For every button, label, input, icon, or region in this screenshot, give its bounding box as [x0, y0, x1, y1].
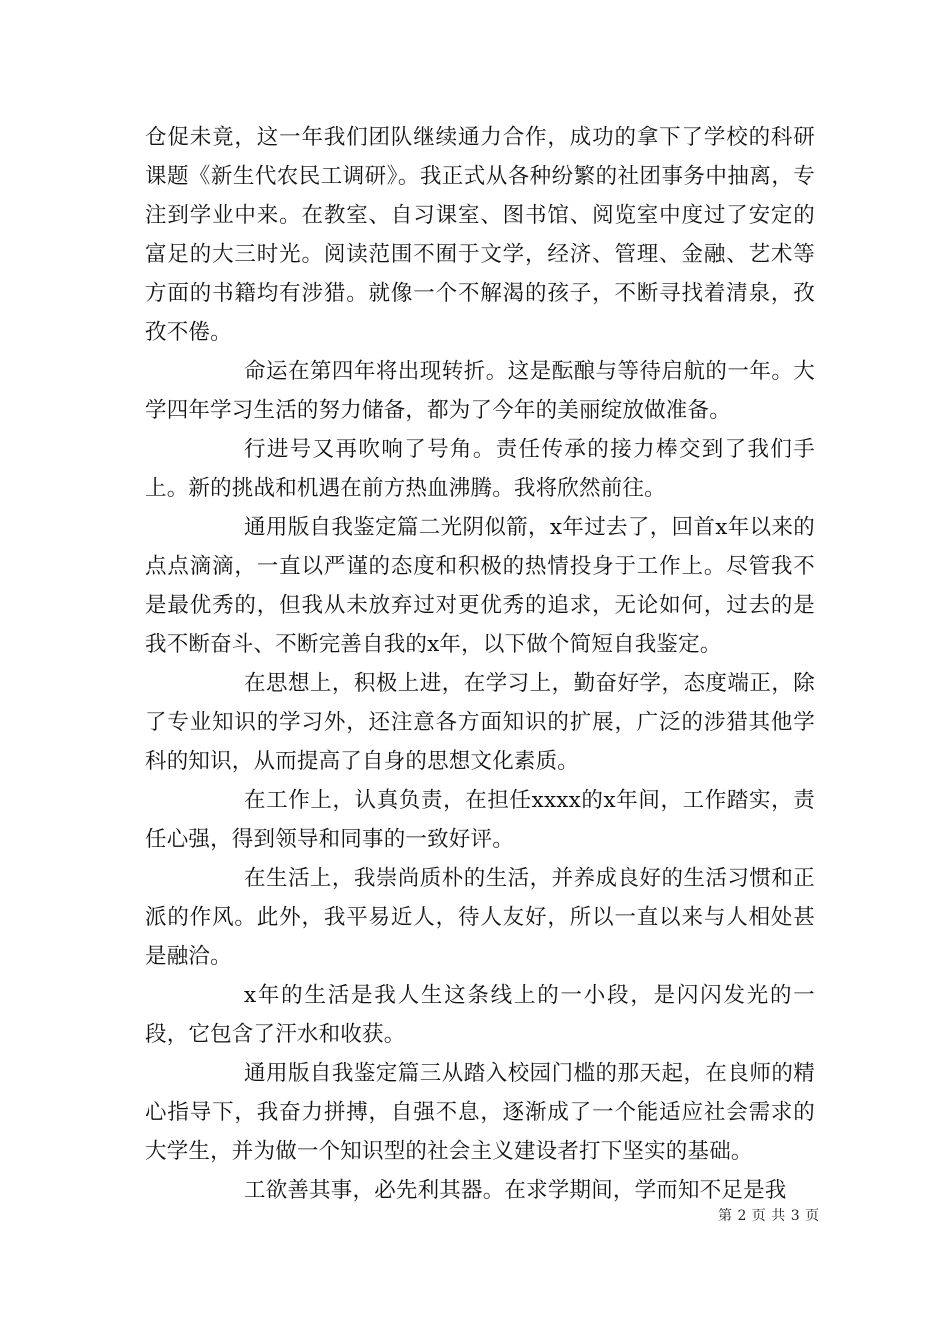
paragraph-6: 在工作上，认真负责，在担任xxxx的x年间，工作踏实，责任心强，得到领导和同事的一致好评。: [145, 788, 815, 852]
paragraph-5: 在思想上，积极上进，在学习上，勤奋好学，态度端正，除了专业知识的学习外，还注意各方面知识的扩展，广泛的涉猎其他学科的知识，从而提高了自身的思想文化素质。: [145, 671, 815, 774]
paragraph-3: 行进号又再吹响了号角。责任传承的接力棒交到了我们手上。新的挑战和机遇在前方热血沸腾。我将欣然前往。: [145, 437, 815, 501]
paragraph-9: 通用版自我鉴定篇三从踏入校园门槛的那天起，在良师的精心指导下，我奋力拼搏，自强不息，逐渐成了一个能适应社会需求的大学生，并为做一个知识型的社会主义建设者打下坚实的基础。: [145, 1061, 815, 1164]
paragraph-8: x年的生活是我人生这条线上的一小段，是闪闪发光的一段，它包含了汗水和收获。: [145, 983, 815, 1047]
paragraph-10: 工欲善其事，必先利其器。在求学期间，学而知不足是我: [244, 1178, 787, 1203]
paragraph-4: 通用版自我鉴定篇二光阴似箭，x年过去了，回首x年以来的点点滴滴，一直以严谨的态度和积极的热情投身于工作上。尽管我不是最优秀的，但我从未放弃过对更优秀的追求，无论如何，过去的是我不断奋斗、不断完善自我的x年，以下做个简短自我鉴定。: [145, 515, 815, 657]
paragraph-2: 命运在第四年将出现转折。这是酝酿与等待启航的一年。大学四年学习生活的努力储备，都为了今年的美丽绽放做准备。: [145, 359, 815, 423]
paragraph-7: 在生活上，我崇尚质朴的生活，并养成良好的生活习惯和正派的作风。此外，我平易近人，待人友好，所以一直以来与人相处甚是融洽。: [145, 866, 815, 969]
document-body: [145, 118, 815, 1210]
paragraph-1: 仓促未竟，这一年我们团队继续通力合作，成功的拿下了学校的科研课题《新生代农民工调研》。我正式从各种纷繁的社团事务中抽离，专注到学业中来。在教室、自习课室、图书馆、阅览室中度过了安定的富足的大三时光。阅读范围不囿于文学，经济、管理、金融、艺术等方面的书籍均有涉猎。就像一个不解渴的孩子，不断寻找着清泉，孜孜不倦。: [145, 125, 815, 345]
page-number-footer: 第 2 页 共 3 页: [718, 1208, 820, 1224]
